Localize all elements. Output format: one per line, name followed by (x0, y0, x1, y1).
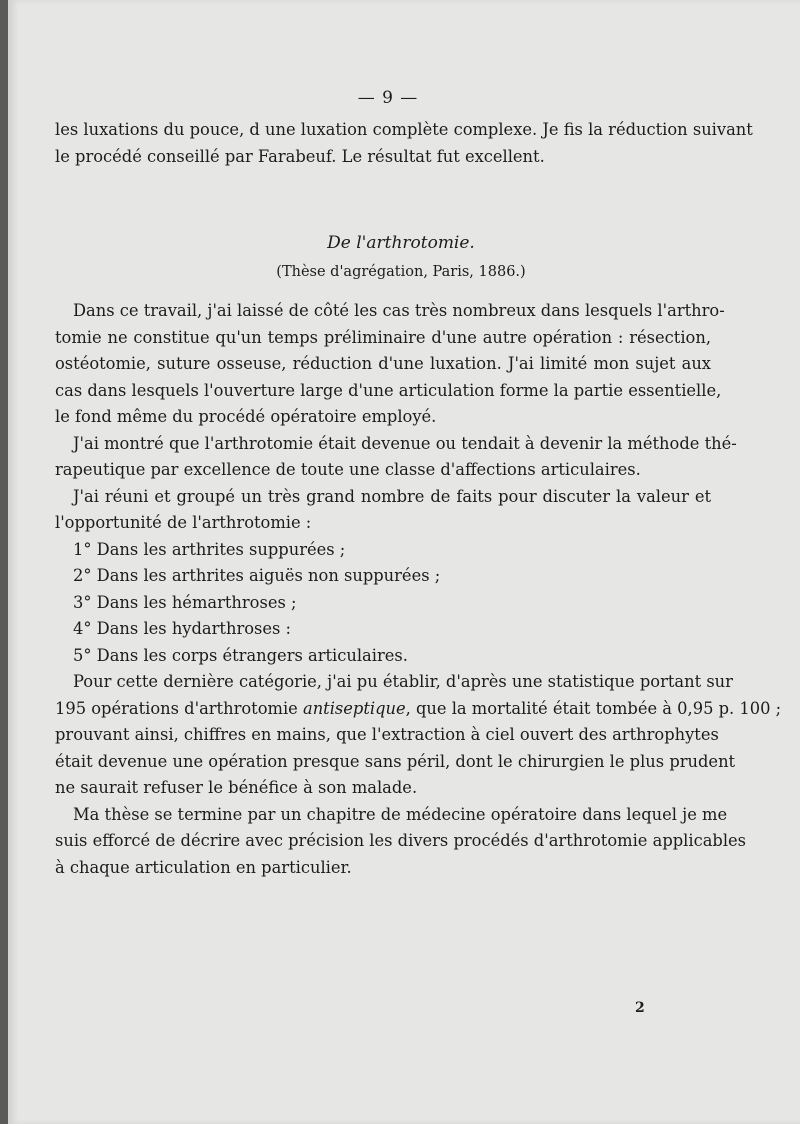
text-line: tomie ne constitue qu'un temps préliminaire d'une autre opération : résection, (55, 327, 711, 347)
text-line: était devenue une opération presque sans péril, dont le chirurgien le plus prudent (55, 751, 736, 771)
text-line: le procédé conseillé par Farabeuf. Le résultat fut excellent. (55, 146, 545, 166)
signature-mark: 2 (635, 1000, 645, 1016)
text-line: Ma thèse se termine par un chapitre de médecine opératoire dans lequel je me (73, 804, 728, 824)
section-title: De l'arthrotomie. (327, 233, 475, 253)
text-line: à chaque articulation en particulier. (55, 857, 352, 877)
text-line: ne saurait refuser le bénéfice à son malade. (55, 778, 418, 797)
text-line: les luxations du pouce, d une luxation complète complexe. Je fis la réduction suivant (55, 120, 753, 139)
text-line: l'opportunité de l'arthrotomie : (55, 513, 312, 532)
list-item: 4° Dans les hydarthroses : (73, 619, 292, 638)
document-page (8, 0, 800, 1124)
text-line: Dans ce travail, j'ai laissé de côté les cas très nombreux dans lesquels l'arthro- (73, 301, 725, 320)
list-item: 1° Dans les arthrites suppurées ; (73, 539, 346, 559)
list-item: 5° Dans les corps étrangers articulaires. (73, 645, 408, 665)
text-line: J'ai réuni et groupé un très grand nombre de faits pour discuter la valeur et (73, 486, 711, 506)
page-number: — 9 — (357, 88, 419, 108)
text-line: J'ai montré que l'arthrotomie était devenue ou tendait à devenir la méthode thé- (73, 433, 737, 453)
text-fragment: 195 opérations d'arthrotomie (55, 698, 303, 718)
text-line: Pour cette dernière catégorie, j'ai pu établir, d'après une statistique portant sur (73, 672, 733, 691)
text-line: suis efforcé de décrire avec précision les divers procédés d'arthrotomie applicables (55, 831, 747, 850)
intro-paragraph (55, 117, 753, 170)
text-line: prouvant ainsi, chiffres en mains, que l'extraction à ciel ouvert des arthrophytes (55, 725, 719, 744)
body-text (55, 298, 782, 881)
section-subtitle: (Thèse d'agrégation, Paris, 1886.) (276, 264, 526, 280)
text-fragment: , que la mortalité était tombée à 0,95 p. 100 ; (405, 698, 782, 718)
list-item: 2° Dans les arthrites aiguës non suppurées ; (73, 566, 441, 585)
text-line: cas dans lesquels l'ouverture large d'une articulation forme la partie essentielle, (55, 380, 722, 400)
emphasis-text: antiseptique (302, 698, 406, 718)
text-line: rapeutique par excellence de toute une classe d'affections articulaires. (55, 460, 641, 479)
text-line: le fond même du procédé opératoire employé. (55, 407, 437, 426)
text-line (55, 696, 782, 723)
text-line: ostéotomie, suture osseuse, réduction d'une luxation. J'ai limité mon sujet aux (55, 354, 711, 373)
list-item: 3° Dans les hémarthroses ; (73, 592, 297, 612)
